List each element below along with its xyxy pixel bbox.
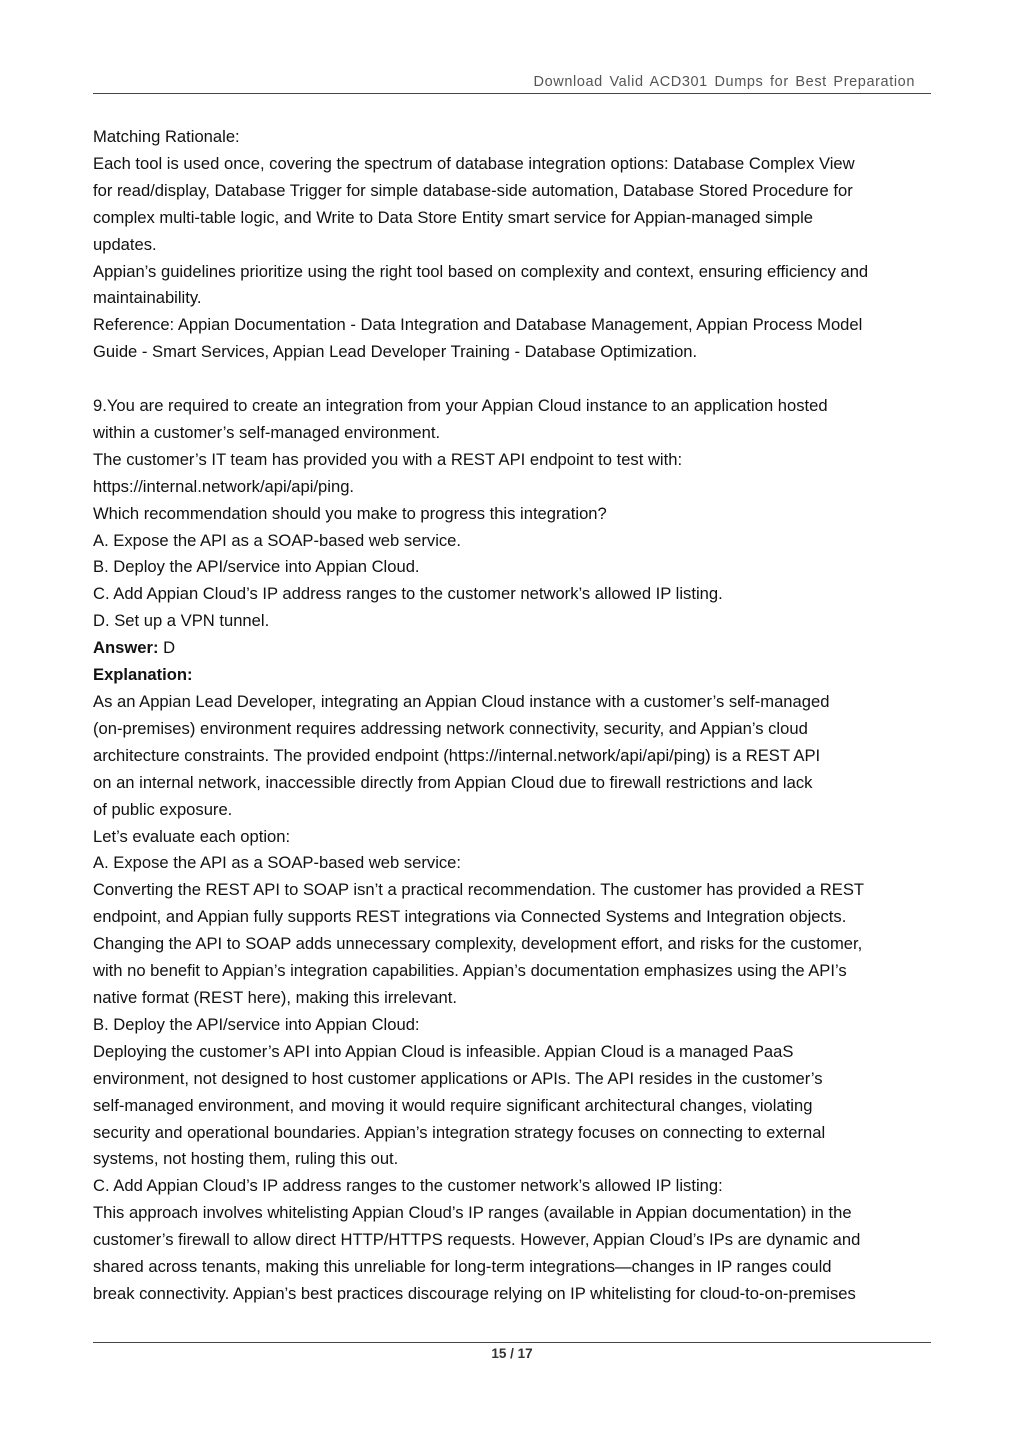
- explanation-heading: [93, 662, 938, 689]
- question-line: 9.You are required to create an integration from your Appian Cloud instance to an application hosted: [93, 396, 828, 416]
- explanation-line: Changing the API to SOAP adds unnecessary complexity, development effort, and risks for the customer,: [93, 934, 863, 954]
- explanation-line: shared across tenants, making this unreliable for long-term integrations—changes in IP ranges could: [93, 1257, 832, 1277]
- explanation-label: Explanation:: [93, 665, 193, 685]
- explanation-line: security and operational boundaries. Appian’s integration strategy focuses on connecting to external: [93, 1122, 826, 1142]
- answer-line: [93, 635, 938, 662]
- blank-line: [93, 366, 938, 393]
- page-header-title: Download Valid ACD301 Dumps for Best Preparation: [533, 74, 915, 90]
- text-line: Each tool is used once, covering the spectrum of database integration options: Database Complex View: [93, 153, 855, 173]
- explanation-line: endpoint, and Appian fully supports REST integrations via Connected Systems and Integration objects.: [93, 907, 847, 927]
- option-b: B. Deploy the API/service into Appian Cloud.: [93, 557, 420, 577]
- explanation-line: break connectivity. Appian’s best practices discourage relying on IP whitelisting for cloud-to-on-premises: [93, 1283, 856, 1303]
- option-c: C. Add Appian Cloud’s IP address ranges to the customer network’s allowed IP listing.: [93, 584, 723, 604]
- explanation-line: Deploying the customer’s API into Appian Cloud is infeasible. Appian Cloud is a managed PaaS: [93, 1041, 794, 1061]
- page-content: [93, 124, 938, 1308]
- question-line: within a customer’s self-managed environment.: [93, 422, 441, 442]
- explanation-line: architecture constraints. The provided endpoint (https://internal.network/api/api/ping) is a REST API: [93, 745, 821, 765]
- text-line: Appian’s guidelines prioritize using the right tool based on complexity and context, ensuring efficiency and: [93, 261, 869, 281]
- page-number: 15 / 17: [491, 1346, 533, 1361]
- explanation-line: with no benefit to Appian’s integration capabilities. Appian’s documentation emphasizes using the API’s: [93, 961, 847, 981]
- explanation-line: Converting the REST API to SOAP isn’t a practical recommendation. The customer has provided a REST: [93, 880, 865, 900]
- text-line: maintainability.: [93, 288, 202, 308]
- explanation-line: customer’s firewall to allow direct HTTP/HTTPS requests. However, Appian Cloud’s IPs are dynamic and: [93, 1230, 861, 1250]
- explanation-line: As an Appian Lead Developer, integrating an Appian Cloud instance with a customer’s self-managed: [93, 692, 830, 712]
- answer-label: Answer:: [93, 638, 159, 658]
- explanation-line: systems, not hosting them, ruling this out.: [93, 1149, 399, 1169]
- explanation-line: (on-premises) environment requires addressing network connectivity, security, and Appian’s cloud: [93, 718, 808, 738]
- explanation-line: A. Expose the API as a SOAP-based web service:: [93, 853, 462, 873]
- header-divider: [93, 93, 931, 94]
- explanation-line: self-managed environment, and moving it would require significant architectural changes, violating: [93, 1095, 813, 1115]
- explanation-line: environment, not designed to host customer applications or APIs. The API resides in the customer’s: [93, 1068, 823, 1088]
- explanation-line: on an internal network, inaccessible directly from Appian Cloud due to firewall restrictions and lack: [93, 772, 813, 792]
- text-line: Guide - Smart Services, Appian Lead Developer Training - Database Optimization.: [93, 342, 698, 362]
- question-line: Which recommendation should you make to progress this integration?: [93, 503, 607, 523]
- explanation-line: native format (REST here), making this irrelevant.: [93, 987, 457, 1007]
- text-line: updates.: [93, 234, 157, 254]
- text-line: Matching Rationale:: [93, 127, 240, 146]
- text-line: for read/display, Database Trigger for simple database-side automation, Database Stored Procedure for: [93, 180, 853, 200]
- option-a: A. Expose the API as a SOAP-based web service.: [93, 530, 462, 550]
- question-line: The customer’s IT team has provided you with a REST API endpoint to test with:: [93, 449, 683, 469]
- question-line: https://internal.network/api/api/ping.: [93, 476, 355, 496]
- explanation-line: This approach involves whitelisting Appian Cloud’s IP ranges (available in Appian documentation) in the: [93, 1203, 852, 1223]
- footer-divider: [93, 1342, 931, 1343]
- text-line: complex multi-table logic, and Write to Data Store Entity smart service for Appian-managed simple: [93, 207, 813, 227]
- explanation-line: of public exposure.: [93, 799, 233, 819]
- explanation-line: B. Deploy the API/service into Appian Cloud:: [93, 1014, 420, 1034]
- option-d: D. Set up a VPN tunnel.: [93, 611, 270, 631]
- answer-value: D: [158, 638, 176, 658]
- explanation-line: C. Add Appian Cloud’s IP address ranges to the customer network’s allowed IP listing:: [93, 1176, 723, 1196]
- explanation-line: Let’s evaluate each option:: [93, 826, 291, 846]
- text-line: Reference: Appian Documentation - Data Integration and Database Management, Appian Process Model: [93, 315, 863, 335]
